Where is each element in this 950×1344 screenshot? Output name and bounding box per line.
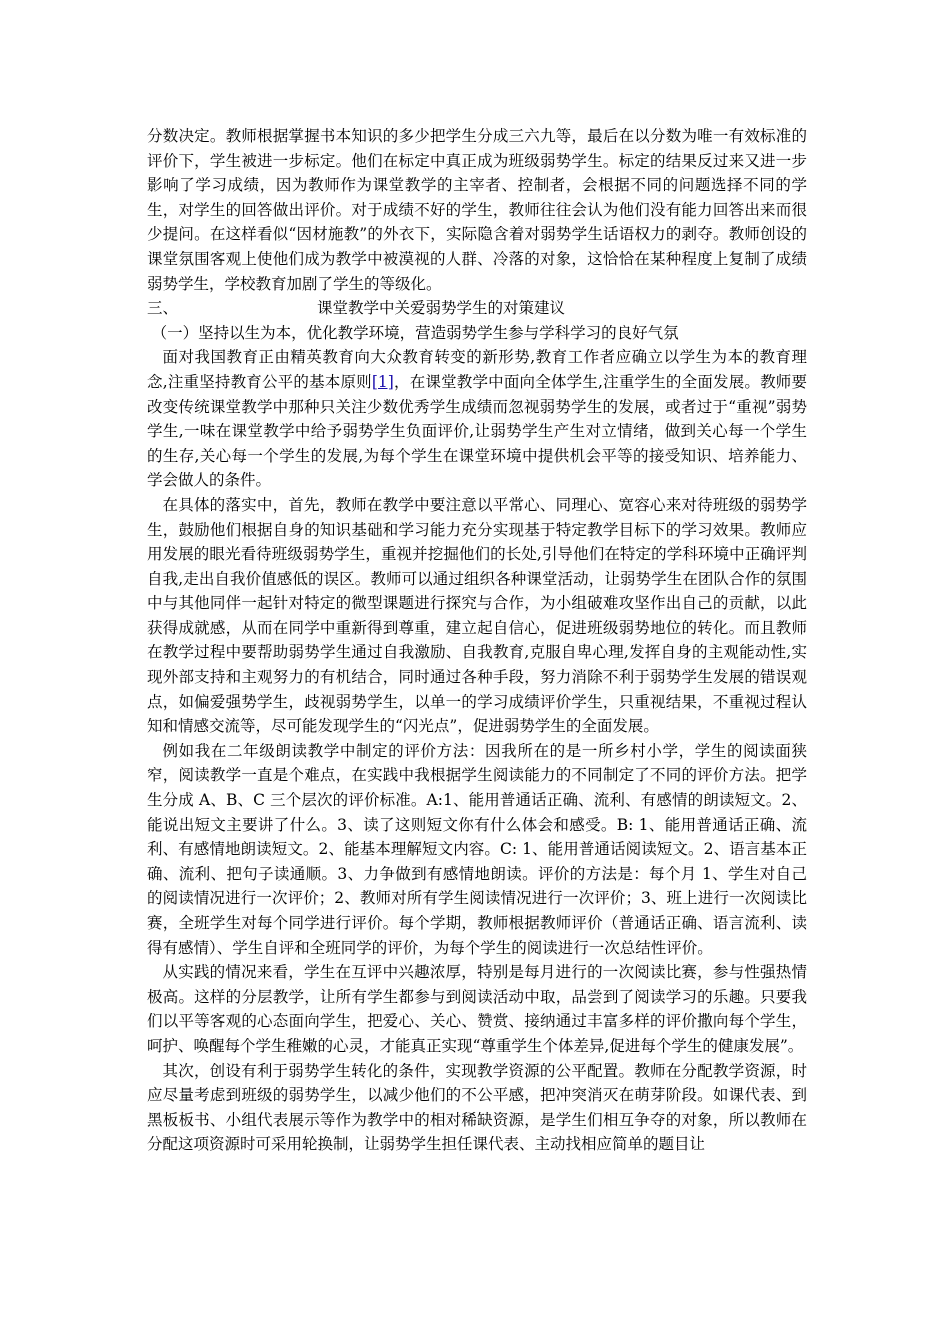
paragraph-1-text-a: 面对我国教育正由精英教育向大众教育转变的新形势,教育工作者应确立以学生为本的教育理念,注重坚持教育公平的基本原则: [147, 348, 807, 391]
section-number: 三、: [147, 299, 179, 318]
paragraph-3: 例如我在二年级朗读教学中制定的评价方法：因我所在的是一所乡村小学，学生的阅读面狭窄，阅读教学一直是个难点，在实践中我根据学生阅读能力的不同制定了不同的评价方法。把学生分成 A、B、C 三个层次的评价标准。A:1、能用普通话正确、流利、有感情的朗读短文。2、能说出短文主要讲了什么。3、读了这则短文你有什么体会和感受。B: 1、能用普通话正确、流利、有感情地朗读短文。2、能基本理解短文内容。C: 1、能用普通话阅读短文。2、语言基本正确、流利、把句子读通顺。3、力争做到有感情地朗读。评价的方法是：每个月 1、学生对自己的阅读情况进行一次评价；2、教师对所有学生阅读情况进行一次评价；3、班上进行一次阅读比赛，全班学生对每个同学进行评价。每个学期，教师根据教师评价（普通话正确、语言流利、读得有感情）、学生自评和全班同学的评价，为每个学生的阅读进行一次总结性评价。: [147, 741, 807, 957]
paragraph-4: 从实践的情况来看，学生在互评中兴趣浓厚，特别是每月进行的一次阅读比赛，参与性强热情极高。这样的分层教学，让所有学生都参与到阅读活动中取，品尝到了阅读学习的乐趣。只要我们以平等客观的心态面向学生，把爱心、关心、赞赏、接纳通过丰富多样的评价撒向每个学生，呵护、唤醒每个学生稚嫩的心灵，才能真正实现“尊重学生个体差异,促进每个学生的健康发展”。: [147, 963, 807, 1055]
paragraph-2: 在具体的落实中，首先，教师在教学中要注意以平常心、同理心、宽容心来对待班级的弱势学生，鼓励他们根据自身的知识基础和学习能力充分实现基于特定教学目标下的学习效果。教师应用发展的眼光看待班级弱势学生，重视并挖掘他们的长处,引导他们在特定的学科环境中正确评判自我,走出自我价值感低的误区。教师可以通过组织各种课堂活动，让弱势学生在团队合作的氛围中与其他同伴一起针对特定的微型课题进行探究与合作，为小组破难攻坚作出自己的贡献，以此获得成就感，从而在同学中重新得到尊重，建立起自信心，促进班级弱势地位的转化。而且教师在教学过程中要帮助弱势学生通过自我激励、自我教育,克服自卑心理,发挥自身的主观能动性,实现外部支持和主观努力的有机结合，同时通过各种手段，努力消除不利于弱势学生发展的错误观点，如偏爱强势学生，歧视弱势学生，以单一的学习成绩评价学生，只重视结果，不重视过程认知和情感交流等，尽可能发现学生的“闪光点”，促进弱势学生的全面发展。: [147, 495, 807, 736]
paragraph-intro: 分数决定。教师根据掌握书本知识的多少把学生分成三六九等，最后在以分数为唯一有效标准的评价下，学生被进一步标定。他们在标定中真正成为班级弱势学生。标定的结果反过来又进一步影响了学习成绩，因为教师作为课堂教学的主宰者、控制者，会根据不同的问题选择不同的学生，对学生的回答做出评价。对于成绩不好的学生，教师往往会认为他们没有能力回答出来而很少提问。在这样看似“因材施教”的外衣下，实际隐含着对弱势学生话语权力的剥夺。教师创设的课堂氛围客观上使他们成为教学中被漠视的人群、冷落的对象，这恰恰在某种程度上复制了成绩弱势学生，学校教育加剧了学生的等级化。: [147, 127, 807, 293]
section-heading: [147, 296, 807, 321]
paragraph-1-text-b: ，在课堂教学中面向全体学生,注重学生的全面发展。教师要改变传统课堂教学中那种只关注少数优秀学生成绩而忽视弱势学生的发展，或者过于“重视”弱势学生,一味在课堂教学中给予弱势学生负面评价,让弱势学生产生对立情绪，做到关心每一个学生的生存,关心每一个学生的发展,为每个学生在课堂环境中提供机会平等的接受知识、培养能力、学会做人的条件。: [147, 372, 807, 490]
paragraph-1: [147, 345, 807, 493]
reference-link[interactable]: [1]: [371, 372, 394, 391]
document-page: [147, 124, 807, 1157]
subsection-heading: （一）坚持以生为本，优化教学环境，营造弱势学生参与学科学习的良好气氛: [151, 323, 679, 342]
section-title: 课堂教学中关爱弱势学生的对策建议: [317, 299, 566, 318]
paragraph-5: 其次，创设有利于弱势学生转化的条件，实现教学资源的公平配置。教师在分配教学资源，时应尽量考虑到班级的弱势学生，以减少他们的不公平感，把冲突消灭在萌芽阶段。如课代表、到黑板板书、小组代表展示等作为教学中的相对稀缺资源，是学生们相互争夺的对象，所以教师在分配这项资源时可采用轮换制，让弱势学生担任课代表、主动找相应简单的题目让: [147, 1061, 807, 1154]
